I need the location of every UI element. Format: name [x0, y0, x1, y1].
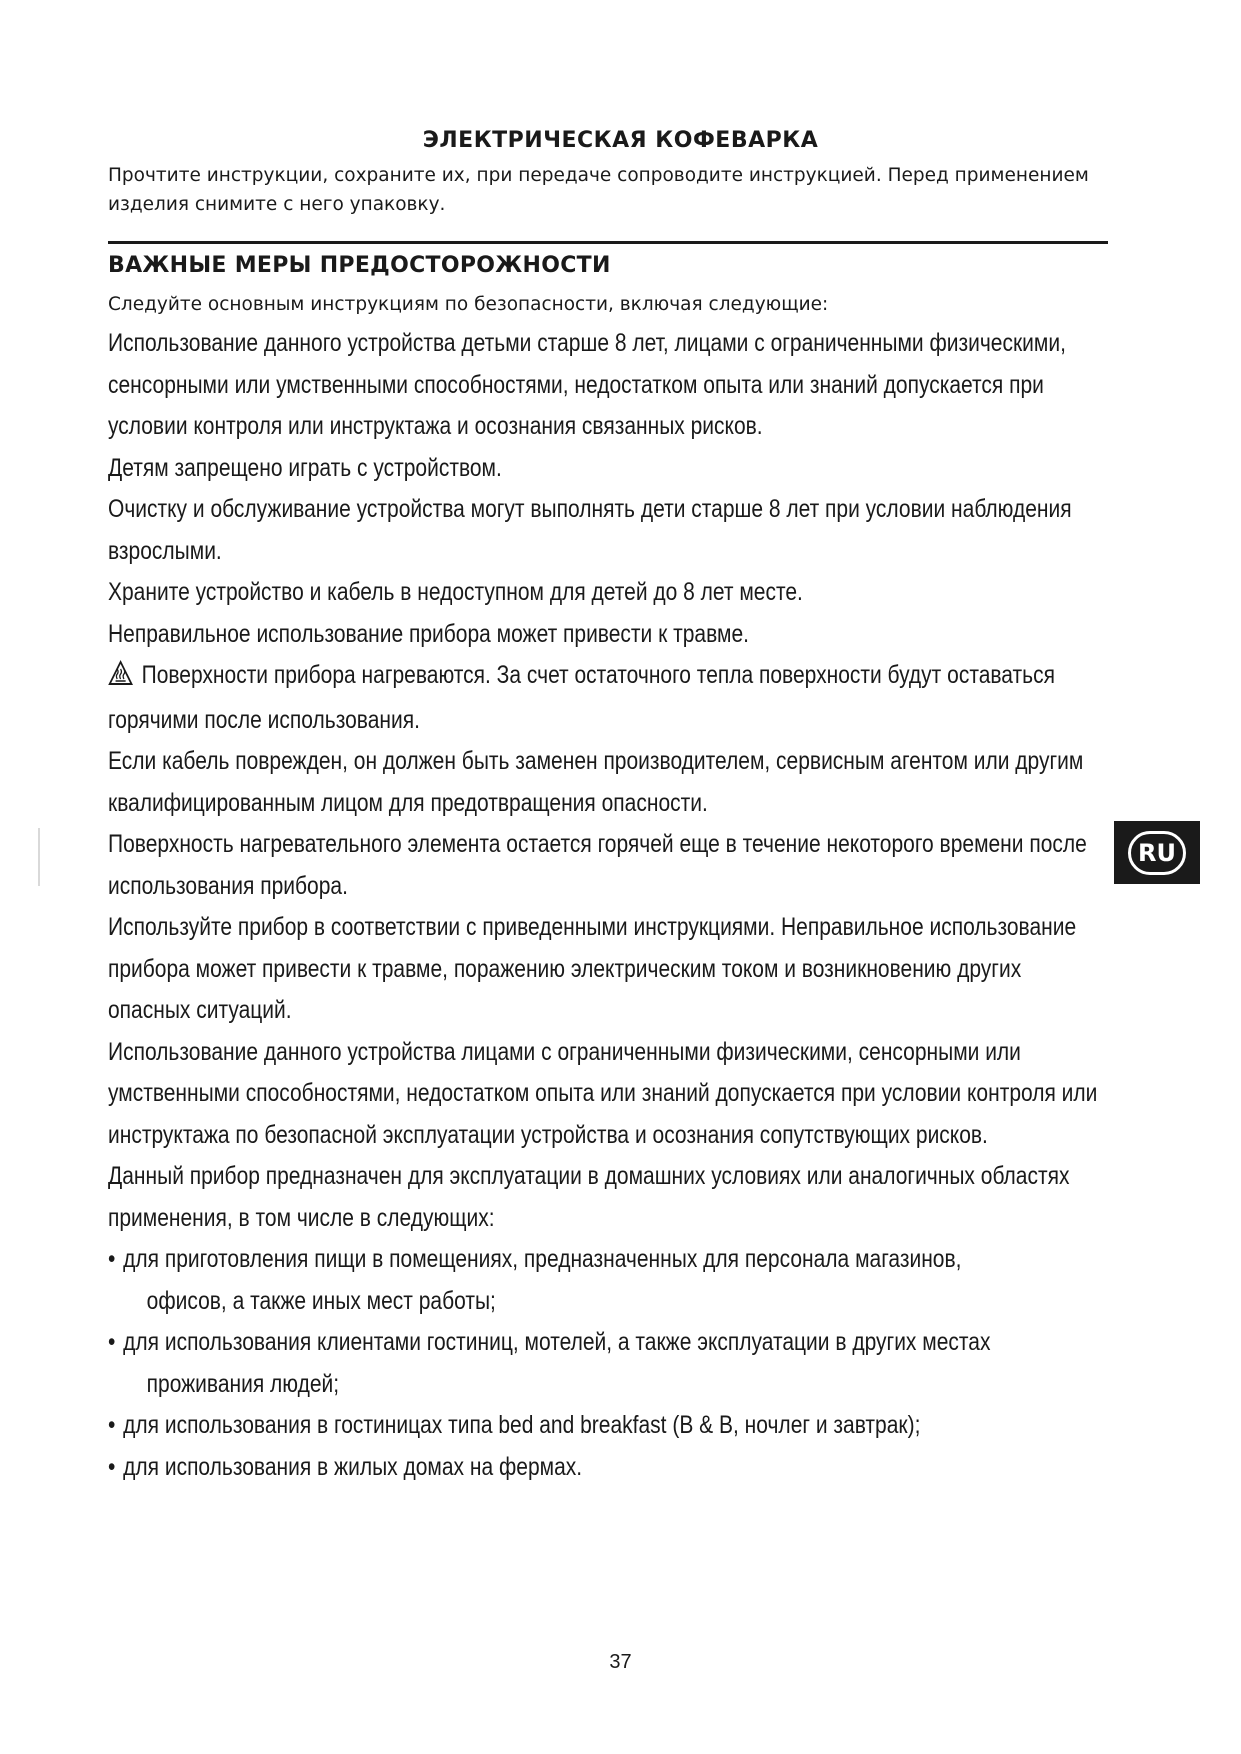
paragraph-limited-abilities: Использование данного устройства лицами с ограниченными физическими, сенсорными или умственными способностями, недостатком опыта или знаний допускается при условии контроля или инструктажа по безопасной эксплуатации устройства и осознания сопутствующих рисков. — [108, 1037, 1098, 1149]
bullet-symbol: • — [108, 1245, 116, 1273]
bullet-symbol: • — [108, 1452, 116, 1481]
language-badge — [1114, 821, 1200, 884]
list-item — [108, 1447, 1108, 1489]
paragraph-cable: Если кабель поврежден, он должен быть заменен производителем, сервисным агентом или другим квалифицированным лицом для предотвращения опасности. — [108, 747, 1084, 817]
list-item — [108, 1405, 1108, 1447]
paragraph-heating-element: Поверхность нагревательного элемента остается горячей еще в течение некоторого времени после использования прибора. — [108, 830, 1087, 900]
margin-mark — [38, 828, 40, 886]
paragraph-intended-use: Данный прибор предназначен для эксплуатации в домашних условиях или аналогичных областях применения, в том числе в следующих: — [108, 1162, 1070, 1232]
usage-list — [108, 1239, 1108, 1488]
paragraph-usage: Используйте прибор в соответствии с приведенными инструкциями. Неправильное использование прибора может привести к травме, поражению электрическим током и возникновению других опасных ситуаций. — [108, 913, 1077, 1024]
hot-surfaces-text: Поверхности прибора нагреваются. За счет остаточного тепла поверхности будут оставаться горячими после использования. — [108, 661, 1055, 734]
section-heading: ВАЖНЫЕ МЕРЫ ПРЕДОСТОРОЖНОСТИ — [108, 253, 611, 278]
list-item-continuation: офисов, а также иных мест работы; — [146, 1286, 496, 1315]
language-badge-label: RU — [1128, 831, 1186, 875]
list-item-text: для использования в жилых домах на фермах. — [123, 1452, 583, 1481]
paragraph-misuse: Неправильное использование прибора может привести к травме. — [108, 619, 749, 648]
paragraph-children-use: Использование данного устройства детьми старше 8 лет, лицами с ограниченными физическими, сенсорными или умственными способностями, недостатком опыта или знаний допускается при условии контроля или инструктажа и осознания связанных рисков. — [108, 329, 1066, 440]
safety-instructions — [108, 323, 1108, 1488]
paragraph-cleaning: Очистку и обслуживание устройства могут выполнять дети старше 8 лет при условии наблюдения взрослыми. — [108, 495, 1072, 565]
list-item-text: для использования клиентами гостиниц, мотелей, а также эксплуатации в других местах — [123, 1328, 991, 1356]
hot-surface-warning-icon — [108, 658, 133, 700]
section-divider — [108, 241, 1108, 244]
bullet-symbol: • — [108, 1411, 116, 1439]
paragraph-storage: Храните устройство и кабель в недоступном для детей до 8 лет месте. — [108, 578, 803, 606]
list-item-text: для использования в гостиницах типа bed and breakfast (B & B, ночлег и завтрак); — [123, 1411, 921, 1439]
section-subtext: Следуйте основным инструкциям по безопасности, включая следующие: — [108, 294, 829, 315]
paragraph-hot-surfaces — [108, 655, 1108, 741]
list-item — [108, 1322, 1108, 1405]
bullet-symbol: • — [108, 1328, 116, 1356]
page-number: 37 — [609, 1651, 632, 1673]
list-item-text: для приготовления пищи в помещениях, предназначенных для персонала магазинов, — [123, 1245, 962, 1273]
intro-text: Прочтите инструкции, сохраните их, при передаче сопроводите инструкцией. Перед применением изделия снимите с него упаковку. — [108, 165, 1089, 215]
list-item-continuation: проживания людей; — [146, 1369, 340, 1398]
paragraph-no-play: Детям запрещено играть с устройством. — [108, 453, 502, 482]
list-item — [108, 1239, 1108, 1322]
document-title: ЭЛЕКТРИЧЕСКАЯ КОФЕВАРКА — [422, 128, 819, 153]
